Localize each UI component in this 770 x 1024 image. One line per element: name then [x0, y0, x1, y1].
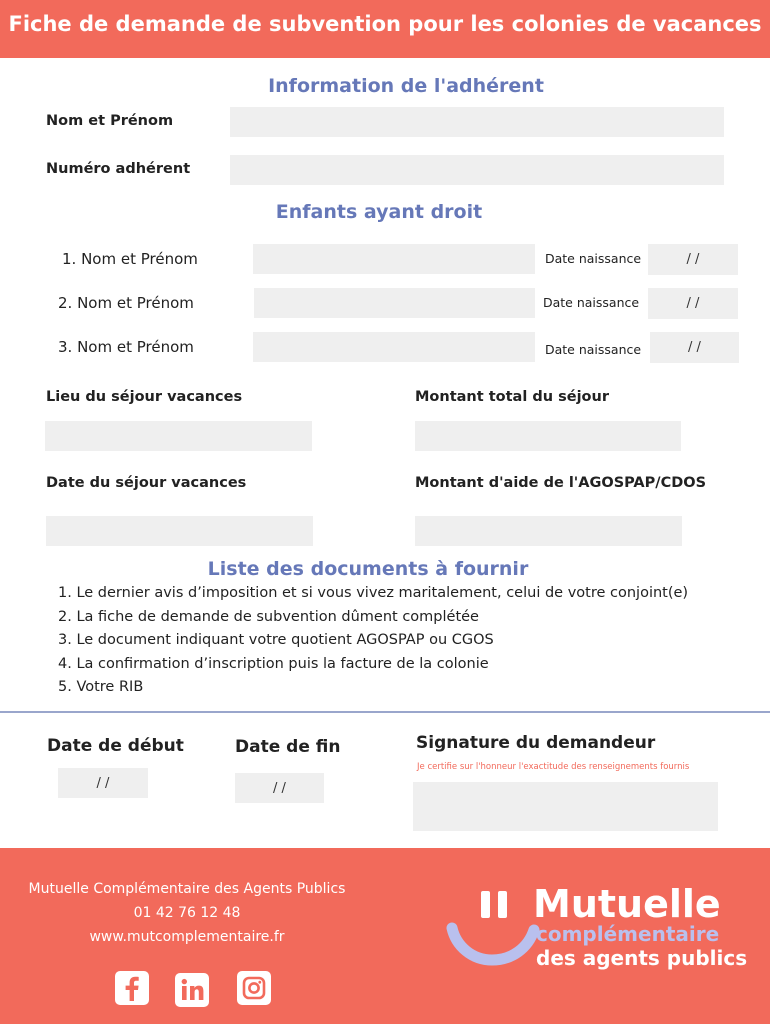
member-number-field[interactable]	[230, 155, 724, 185]
instagram-icon[interactable]	[237, 971, 271, 1005]
logo-text-line2: complémentaire	[536, 922, 720, 946]
stay-total-field[interactable]	[415, 421, 681, 451]
child-3-label: 3. Nom et Prénom	[58, 338, 194, 356]
stay-total-label: Montant total du séjour	[415, 389, 609, 405]
footer-org: Mutuelle Complémentaire des Agents Publics	[28, 881, 346, 897]
logo-text-line1: Mutuelle	[533, 882, 721, 926]
end-date-field[interactable]: / /	[235, 773, 324, 803]
child-2-date-label: Date naissance	[543, 295, 640, 310]
document-item: 5. Votre RIB	[58, 679, 144, 696]
child-1-date-field[interactable]: / /	[648, 244, 738, 275]
stay-location-label: Lieu du séjour vacances	[46, 389, 243, 405]
child-3-date-label: Date naissance	[545, 342, 642, 357]
member-section-title: Information de l'adhérent	[268, 75, 544, 97]
child-1-name-field[interactable]	[253, 244, 535, 274]
linkedin-icon[interactable]	[175, 973, 209, 1007]
child-2-label: 2. Nom et Prénom	[58, 294, 194, 312]
stay-aid-label: Montant d'aide de l'AGOSPAP/CDOS	[415, 475, 707, 491]
signature-field[interactable]	[413, 782, 718, 831]
child-2-date-field[interactable]: / /	[648, 288, 738, 319]
end-date-label: Date de fin	[235, 737, 341, 757]
document-item: 1. Le dernier avis d’imposition et si vous vivez maritalement, celui de votre conjoint(e)	[58, 585, 689, 601]
facebook-icon[interactable]	[115, 971, 149, 1005]
footer-phone: 01 42 76 12 48	[133, 905, 241, 921]
logo-text-line3: des agents publics	[536, 946, 748, 970]
documents-section-title: Liste des documents à fournir	[207, 558, 529, 580]
documents-list	[58, 582, 688, 700]
member-name-label: Nom et Prénom	[46, 113, 174, 129]
member-name-field[interactable]	[230, 107, 724, 137]
document-item: 4. La confirmation d’inscription puis la facture de la colonie	[58, 655, 489, 672]
child-3-name-field[interactable]	[253, 332, 535, 362]
child-1-label: 1. Nom et Prénom	[62, 250, 198, 268]
footer-website[interactable]: www.mutcomplementaire.fr	[89, 929, 285, 945]
children-section-title: Enfants ayant droit	[275, 201, 483, 223]
start-date-field[interactable]: / /	[58, 768, 148, 798]
child-1-date-label: Date naissance	[545, 251, 642, 266]
page-title: Fiche de demande de subvention pour les colonies de vacances	[8, 12, 762, 36]
child-2-name-field[interactable]	[254, 288, 535, 318]
member-number-label: Numéro adhérent	[46, 161, 191, 177]
document-item: 2. La fiche de demande de subvention dûment complétée	[58, 608, 479, 625]
stay-location-field[interactable]	[45, 421, 312, 451]
signature-note: Je certifie sur l'honneur l'exactitude des renseignements fournis	[417, 762, 690, 772]
stay-aid-field[interactable]	[415, 516, 682, 546]
document-item: 3. Le document indiquant votre quotient AGOSPAP ou CGOS	[58, 632, 494, 649]
child-3-date-field[interactable]: / /	[650, 332, 739, 363]
signature-label: Signature du demandeur	[416, 733, 656, 753]
start-date-label: Date de début	[47, 736, 184, 756]
logo-mark	[446, 888, 546, 968]
section-divider	[0, 711, 770, 713]
stay-date-field[interactable]	[46, 516, 313, 546]
stay-date-label: Date du séjour vacances	[46, 475, 247, 491]
